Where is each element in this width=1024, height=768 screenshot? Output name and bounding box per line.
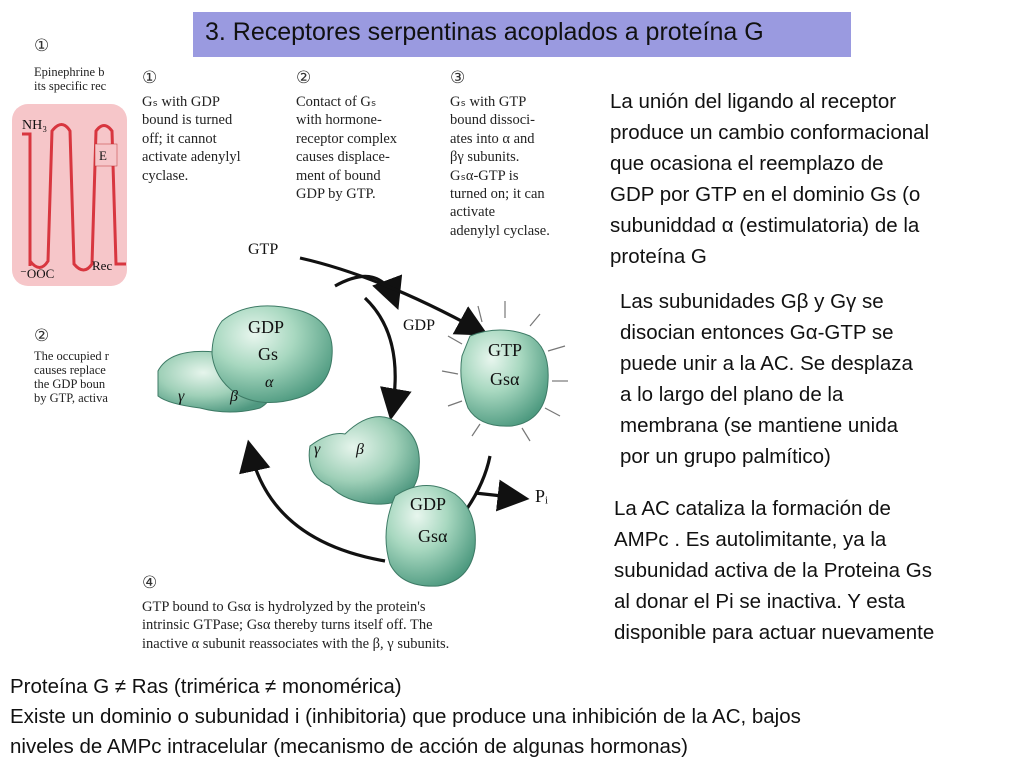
carboxyl-label: ⁻OOC [20,266,55,281]
dimer-beta-label: β [356,441,364,458]
step3-caption: Gₛ with GTP bound dissoci- ates into α and βγ subunits. Gₛα-GTP is turned on; it can activate adenylyl cyclase. [450,94,550,239]
bottom-notes [10,672,1020,762]
inactive-gsa-label: Gsα [418,526,448,546]
phosphate-label: Pᵢ [535,486,548,506]
left-step1-number: ① [34,36,50,56]
active-gtp-label: GTP [488,340,523,360]
left-step1-line1: Epinephrine b [34,65,105,79]
left-step2-line2: causes replace [34,363,106,377]
nh3-label: NH₃ [22,118,48,133]
trimer-gamma-label: γ [178,388,185,405]
dimer-gamma-label: γ [314,441,321,458]
left-step2-line3: the GDP boun [34,377,106,391]
bottom-line-3: niveles de AMPc intracelular (mecanismo de acción de algunas hormonas) [10,735,688,758]
gtp-input-label: GTP [248,241,279,258]
paragraph-adenylyl-cyclase: La AC cataliza la formación de AMPc . Es autolimitante, ya la subunidad activa de la Proteina Gs al donar el Pi se inactiva. Y esta disponible para actuar nuevamente [614,497,935,644]
inactive-gdp-label: GDP [410,494,447,514]
trimer-alpha-label: α [265,374,274,391]
step1-caption: Gₛ with GDP bound is turned off; it cannot activate adenylyl cyclase. [142,94,241,184]
step1-number: ① [142,68,158,88]
slide-title: 3. Receptores serpentinas acoplados a proteína G [193,12,851,57]
left-step2-number: ② [34,326,50,346]
left-step2-line4: by GTP, activa [34,391,108,405]
g-protein-cycle-figure [0,36,600,666]
active-gsa-label: Gsα [490,369,520,389]
paragraph-subunit-dissociation: Las subunidades Gβ y Gγ se disocian entonces Gα-GTP se puede unir a la AC. Se desplaza a lo largo del plano de la membrana (se mantiene unida por un grupo palmítico) [620,290,913,468]
epinephrine-label: E [99,148,107,163]
gdp-released-label: GDP [403,317,436,334]
trimer-gdp-label: GDP [248,317,285,337]
step4-caption: GTP bound to Gsα is hydrolyzed by the protein's intrinsic GTPase; Gsα thereby turns itself off. The inactive α subunit reassociates with the β, γ subunits. [142,599,450,652]
left-step1-line2: its specific rec [34,79,107,93]
step4-number: ④ [142,573,158,593]
left-step2-line1: The occupied r [34,349,109,363]
step2-number: ② [296,68,312,88]
paragraph-ligand-binding: La unión del ligando al receptor produce un cambio conformacional que ocasiona el reemplazo de GDP por GTP en el dominio Gs (o subuniddad α (estimulatoria) de la proteína G [610,90,930,268]
step2-caption: Contact of Gₛ with hormone- receptor complex causes displace- ment of bound GDP by GTP. [296,94,398,203]
bottom-line-1: Proteína G ≠ Ras (trimérica ≠ monomérica) [10,675,402,698]
bottom-line-2: Existe un dominio o subunidad i (inhibitoria) que produce una inhibición de la AC, bajos [10,705,801,728]
trimer-beta-label: β [230,388,238,405]
trimer-gs-label: Gs [258,344,279,364]
step3-number: ③ [450,68,466,88]
receptor-label: Rec [92,258,113,273]
